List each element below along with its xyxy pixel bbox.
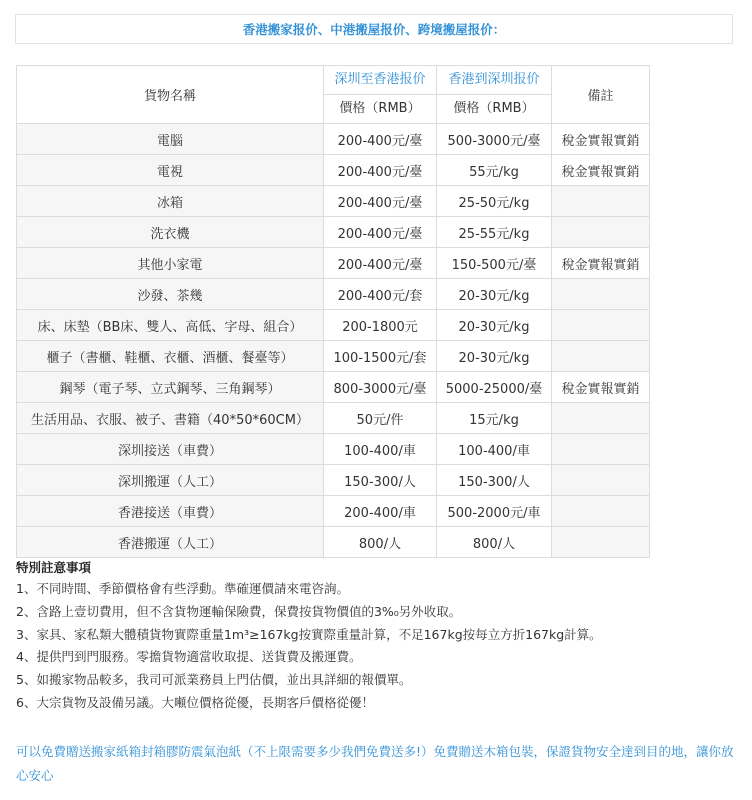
cell-note	[552, 217, 650, 248]
cell-sz-hk-price: 200-400/車	[324, 496, 437, 527]
cell-hk-sz-price: 25-50元/kg	[437, 186, 552, 217]
note-item: 4、提供門到門服務。零擔貨物適當收取提、送貨費及搬運費。	[16, 649, 362, 665]
header-price-unit-sz	[324, 95, 437, 124]
note-item: 1、不同時間、季節價格會有些浮動。準確運價請來電咨詢。	[16, 581, 349, 596]
table-row	[17, 217, 650, 248]
cell-goods: 電視	[17, 155, 324, 186]
table-header-row	[17, 66, 650, 95]
cell-sz-hk-price: 200-400元/臺	[324, 124, 437, 155]
footer-text: 可以免費贈送搬家紙箱封箱膠防震氣泡紙（不上限需要多少我們免費送多!）免費贈送木箱包裝，保證貨物安全達到目的地，讓你放心安心	[16, 744, 734, 783]
header-note: 備註	[552, 66, 650, 124]
header-sz-hk	[324, 66, 437, 95]
cell-sz-hk-price: 100-400/車	[324, 434, 437, 465]
price-unit-label: 價格（RMB）	[339, 101, 421, 116]
cell-note	[552, 465, 650, 496]
table-row	[17, 279, 650, 310]
cell-sz-hk-price: 200-400元/套	[324, 279, 437, 310]
title-bar	[15, 14, 733, 44]
cell-note	[552, 341, 650, 372]
cell-sz-hk-price: 800/人	[324, 527, 437, 558]
cell-hk-sz-price: 150-300/人	[437, 465, 552, 496]
price-table	[16, 65, 650, 558]
cell-goods: 冰箱	[17, 186, 324, 217]
notes-title: 特別註意事項	[16, 560, 92, 575]
table-row	[17, 372, 650, 403]
cell-sz-hk-price: 200-400元/臺	[324, 248, 437, 279]
cell-goods: 沙發、茶幾	[17, 279, 324, 310]
cell-goods: 電腦	[17, 124, 324, 155]
cell-note	[552, 279, 650, 310]
table-row	[17, 310, 650, 341]
cell-sz-hk-price: 200-400元/臺	[324, 186, 437, 217]
cell-note: 稅金實報實銷	[552, 248, 650, 279]
note-item: 5、如搬家物品較多，我司可派業務員上門估價，並出具詳細的報價單。	[16, 672, 412, 688]
cell-sz-hk-price: 150-300/人	[324, 465, 437, 496]
table-row	[17, 527, 650, 558]
cell-sz-hk-price: 200-400元/臺	[324, 155, 437, 186]
header-price-unit-hk	[437, 95, 552, 124]
page-title: 香港搬家报价、中港搬屋报价、跨境搬屋报价：	[242, 22, 506, 37]
cell-hk-sz-price: 800/人	[437, 527, 552, 558]
table-row	[17, 434, 650, 465]
cell-sz-hk-price: 800-3000元/臺	[324, 372, 437, 403]
notes-list	[16, 578, 736, 715]
cell-note	[552, 403, 650, 434]
table-row	[17, 341, 650, 372]
table-row	[17, 403, 650, 434]
cell-hk-sz-price: 150-500元/臺	[437, 248, 552, 279]
table-row	[17, 155, 650, 186]
table-row	[17, 124, 650, 155]
cell-goods: 鋼琴（電子琴、立式鋼琴、三角鋼琴）	[17, 372, 324, 403]
table-row	[17, 186, 650, 217]
header-hk-sz-label: 香港到深圳报价	[448, 72, 540, 87]
cell-goods: 床、床墊（BB床、雙人、高低、字母、組合）	[17, 310, 324, 341]
cell-hk-sz-price: 15元/kg	[437, 403, 552, 434]
cell-sz-hk-price: 200-1800元	[324, 310, 437, 341]
cell-note	[552, 434, 650, 465]
cell-goods: 香港搬運（人工）	[17, 527, 324, 558]
cell-hk-sz-price: 20-30元/kg	[437, 341, 552, 372]
cell-hk-sz-price: 500-2000元/車	[437, 496, 552, 527]
cell-hk-sz-price: 100-400/車	[437, 434, 552, 465]
cell-note: 稅金實報實銷	[552, 124, 650, 155]
cell-sz-hk-price: 50元/件	[324, 403, 437, 434]
cell-note	[552, 310, 650, 341]
header-goods: 貨物名稱	[17, 66, 324, 124]
notes-section	[16, 558, 736, 715]
note-item: 3、家具、家私類大體積貨物實際重量1m³≥167kg按實際重量計算，不足167kg按每立方折167kg計算。	[16, 626, 602, 642]
cell-note	[552, 527, 650, 558]
cell-hk-sz-price: 20-30元/kg	[437, 310, 552, 341]
cell-goods: 深圳搬運（人工）	[17, 465, 324, 496]
table-row	[17, 496, 650, 527]
table-row	[17, 465, 650, 496]
cell-goods: 櫃子（書櫃、鞋櫃、衣櫃、酒櫃、餐臺等）	[17, 341, 324, 372]
table-row	[17, 248, 650, 279]
cell-goods: 其他小家電	[17, 248, 324, 279]
header-hk-sz	[437, 66, 552, 95]
cell-hk-sz-price: 500-3000元/臺	[437, 124, 552, 155]
header-sz-hk-label: 深圳至香港报价	[334, 72, 426, 87]
note-item: 6、大宗貨物及設備另議。大噸位價格從優，長期客戶價格從優！	[16, 694, 374, 710]
cell-hk-sz-price: 5000-25000/臺	[437, 372, 552, 403]
cell-goods: 生活用品、衣服、被子、書籍（40*50*60CM）	[17, 403, 324, 434]
cell-sz-hk-price: 100-1500元/套	[324, 341, 437, 372]
cell-note	[552, 496, 650, 527]
cell-goods: 洗衣機	[17, 217, 324, 248]
cell-goods: 深圳接送（車費）	[17, 434, 324, 465]
cell-hk-sz-price: 20-30元/kg	[437, 279, 552, 310]
cell-hk-sz-price: 25-55元/kg	[437, 217, 552, 248]
cell-note	[552, 186, 650, 217]
cell-goods: 香港接送（車費）	[17, 496, 324, 527]
price-unit-label: 價格（RMB）	[453, 101, 535, 116]
cell-hk-sz-price: 55元/kg	[437, 155, 552, 186]
cell-note: 稅金實報實銷	[552, 155, 650, 186]
note-item: 2、含路上壹切費用，但不含貨物運輸保險費，保費按貨物價值的3%₀另外收取。	[16, 603, 462, 619]
cell-sz-hk-price: 200-400元/臺	[324, 217, 437, 248]
cell-note: 稅金實報實銷	[552, 372, 650, 403]
